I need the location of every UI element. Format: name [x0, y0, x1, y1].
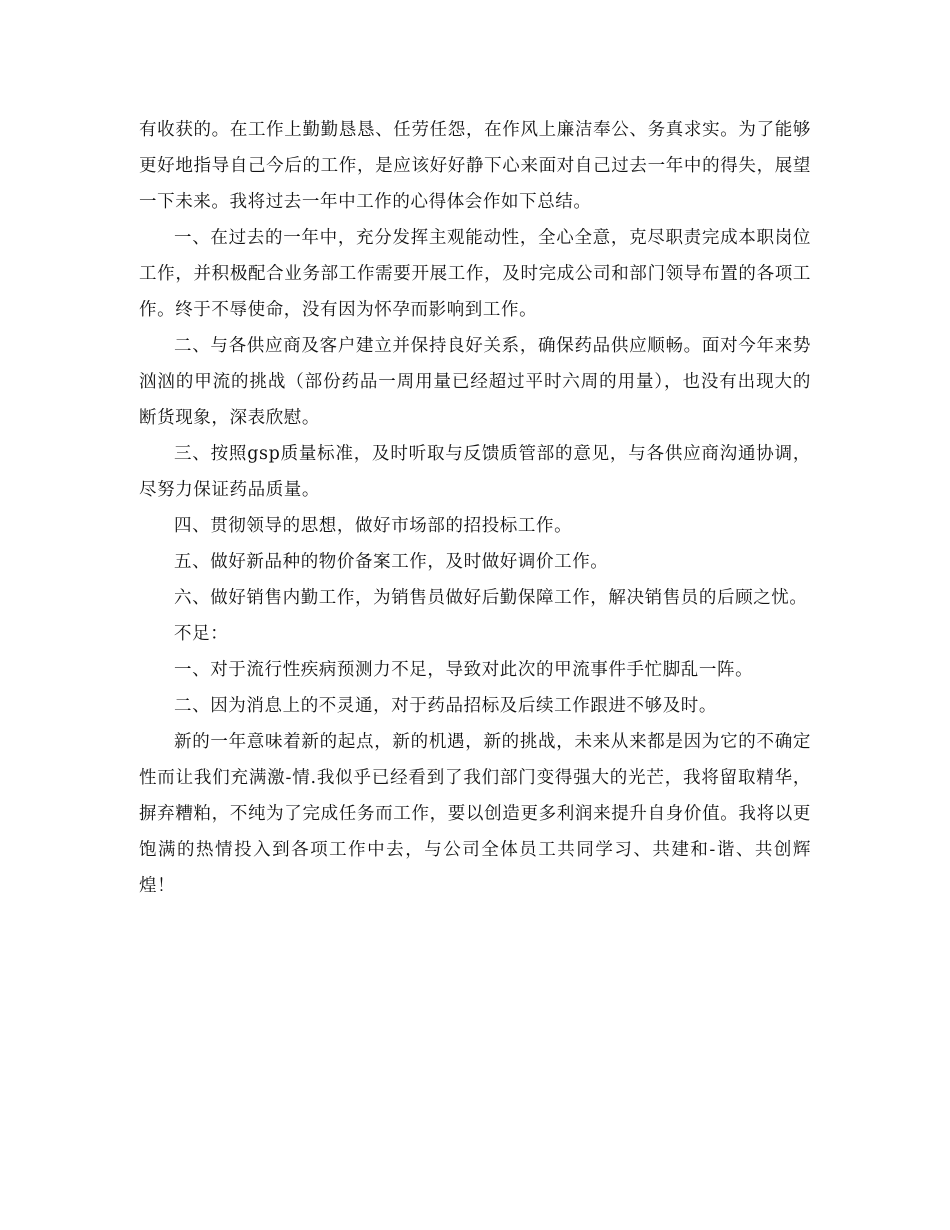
section-heading-shortcomings: 不足： — [174, 624, 229, 644]
paragraph-intro: 有收获的。在工作上勤勤恳恳、任劳任怨，在作风上廉洁奉公、务真求实。为了能够更好地指导自己今后的工作，是应该好好静下心来面对自己过去一年中的得失，展望一下未来。我将过去一年中工作的心得体会作如下总结。 — [139, 120, 811, 212]
paragraph-point-4: 四、贯彻领导的思想，做好市场部的招投标工作。 — [174, 516, 573, 536]
paragraph-point-6: 六、做好销售内勤工作，为销售员做好后勤保障工作，解决销售员的后顾之忧。 — [174, 588, 808, 608]
paragraph-point-2: 二、与各供应商及客户建立并保持良好关系，确保药品供应顺畅。面对今年来势汹汹的甲流的挑战（部份药品一周用量已经超过平时六周的用量），也没有出现大的断货现象，深表欣慰。 — [139, 336, 811, 428]
paragraph-shortcoming-1: 一、对于流行性疾病预测力不足，导致对此次的甲流事件手忙脚乱一阵。 — [174, 660, 754, 680]
paragraph-conclusion: 新的一年意味着新的起点，新的机遇，新的挑战，未来从来都是因为它的不确定性而让我们充满激-情.我似乎已经看到了我们部门变得强大的光芒，我将留取精华，摒弃糟粕，不纯为了完成任务而工作，要以创造更多利润来提升自身价值。我将以更饱满的热情投入到各项工作中去，与公司全体员工共同学习、共建和-谐、共创辉煌！ — [139, 732, 811, 896]
paragraph-point-5: 五、做好新品种的物价备案工作，及时做好调价工作。 — [174, 552, 609, 572]
document-body — [139, 112, 811, 904]
paragraph-point-3: 三、按照gsp质量标准，及时听取与反馈质管部的意见，与各供应商沟通协调，尽努力保证药品质量。 — [139, 444, 811, 500]
paragraph-point-1: 一、在过去的一年中，充分发挥主观能动性，全心全意，克尽职责完成本职岗位工作，并积极配合业务部工作需要开展工作，及时完成公司和部门领导布置的各项工作。终于不辱使命，没有因为怀孕而影响到工作。 — [139, 228, 811, 320]
paragraph-shortcoming-2: 二、因为消息上的不灵通，对于药品招标及后续工作跟进不够及时。 — [174, 696, 717, 716]
